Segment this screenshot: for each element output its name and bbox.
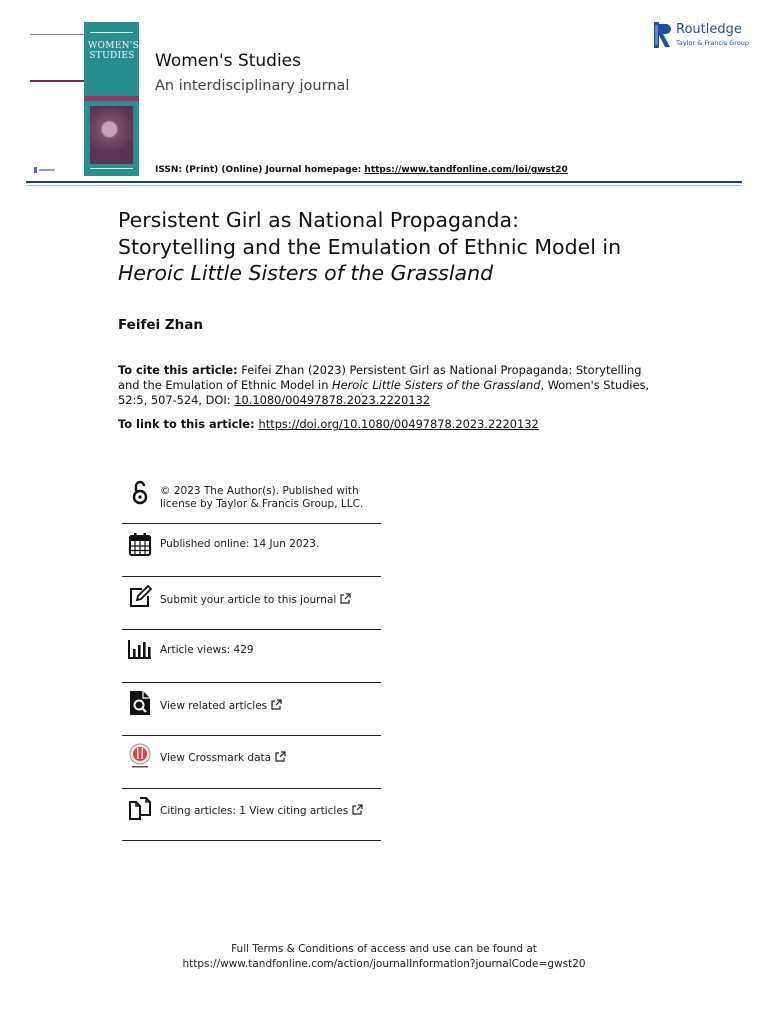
bar-chart-icon xyxy=(128,637,152,663)
cite-work-title: Heroic Little Sisters of the Grassland xyxy=(332,378,541,392)
footer-terms-url[interactable]: https://www.tandfonline.com/action/journalInformation?journalCode=gwst20 xyxy=(182,958,586,970)
journal-subtitle: An interdisciplinary journal xyxy=(155,78,350,94)
citation-block xyxy=(118,363,658,408)
crossmark-link[interactable]: View Crossmark data xyxy=(160,752,272,764)
open-access-icon xyxy=(128,480,152,506)
article-views-count: Article views: 429 xyxy=(160,644,254,656)
submit-article-link[interactable]: Submit your article to this journal xyxy=(160,594,337,606)
routledge-r-icon xyxy=(654,22,671,48)
cover-title: WOMEN'S STUDIES xyxy=(88,41,139,61)
search-document-icon xyxy=(128,690,152,716)
external-link-icon xyxy=(352,804,363,815)
external-link-icon xyxy=(275,751,286,762)
publisher-name: Routledge xyxy=(676,22,742,37)
title-line-3: Heroic Little Sisters of the Grassland xyxy=(118,261,494,285)
header-divider-shadow xyxy=(26,185,742,186)
submit-article-item[interactable] xyxy=(122,582,381,626)
license-text xyxy=(160,485,363,510)
publisher-subname: Taylor & Francis Group xyxy=(676,39,750,47)
title-line-1: Persistent Girl as National Propaganda: xyxy=(118,208,519,232)
doi-link[interactable]: 10.1080/00497878.2023.2220132 xyxy=(234,393,431,407)
author-name: Feifei Zhan xyxy=(118,317,203,333)
calendar-icon xyxy=(128,531,152,557)
link-label: To link to this article: xyxy=(118,417,255,431)
citing-articles-item[interactable] xyxy=(122,794,381,838)
crossmark-item[interactable] xyxy=(122,741,381,785)
license-line-2: license by Taylor & Francis Group, LLC. xyxy=(160,497,364,510)
journal-homepage-link[interactable]: https://www.tandfonline.com/loi/gwst20 xyxy=(364,165,568,175)
footer-line-1: Full Terms & Conditions of access and use can be found at xyxy=(231,943,537,955)
cite-label: To cite this article: xyxy=(118,363,238,377)
info-divider xyxy=(122,735,381,736)
article-link-block xyxy=(118,417,539,431)
info-divider xyxy=(122,629,381,630)
info-divider xyxy=(122,840,381,841)
cover-accent-line xyxy=(30,34,84,35)
info-divider xyxy=(122,682,381,683)
open-access-item xyxy=(122,478,381,518)
cite-text: Feifei Zhan (2023) Persistent Girl as National Propaganda: Storytelling and the Emulation of Ethnic Model in xyxy=(118,363,642,392)
citing-documents-icon xyxy=(128,796,152,822)
journal-title: Women's Studies xyxy=(155,51,302,71)
header-divider xyxy=(26,181,742,183)
cite-text-2: , Women's Studies, 52:5, 507-524, DOI: xyxy=(118,378,650,407)
related-articles-item[interactable] xyxy=(122,688,381,732)
footer-terms xyxy=(0,942,768,972)
external-link-icon xyxy=(271,699,282,710)
info-divider xyxy=(122,576,381,577)
cover-accent-band xyxy=(30,80,84,82)
routledge-logo[interactable] xyxy=(654,22,750,48)
article-title xyxy=(118,207,678,287)
issn-line xyxy=(155,165,568,175)
license-line-1: © 2023 The Author(s). Published with xyxy=(160,485,359,497)
external-link-icon xyxy=(340,593,351,604)
crossmark-icon xyxy=(128,743,152,769)
issn-label: ISSN: (Print) (Online) Journal homepage: xyxy=(155,165,365,175)
article-views-item xyxy=(122,635,381,679)
related-articles-link[interactable]: View related articles xyxy=(160,700,268,712)
info-divider xyxy=(122,788,381,789)
title-line-2: Storytelling and the Emulation of Ethnic Model in xyxy=(118,234,622,259)
info-divider xyxy=(122,523,381,524)
publisher-small-logo xyxy=(34,166,56,174)
edit-icon xyxy=(128,584,152,610)
journal-cover-image xyxy=(84,22,139,176)
article-doi-url[interactable]: https://doi.org/10.1080/00497878.2023.2220132 xyxy=(258,417,539,431)
citing-articles-link[interactable]: Citing articles: 1 View citing articles xyxy=(160,805,349,817)
published-date: Published online: 14 Jun 2023. xyxy=(160,538,320,550)
published-item xyxy=(122,528,381,572)
